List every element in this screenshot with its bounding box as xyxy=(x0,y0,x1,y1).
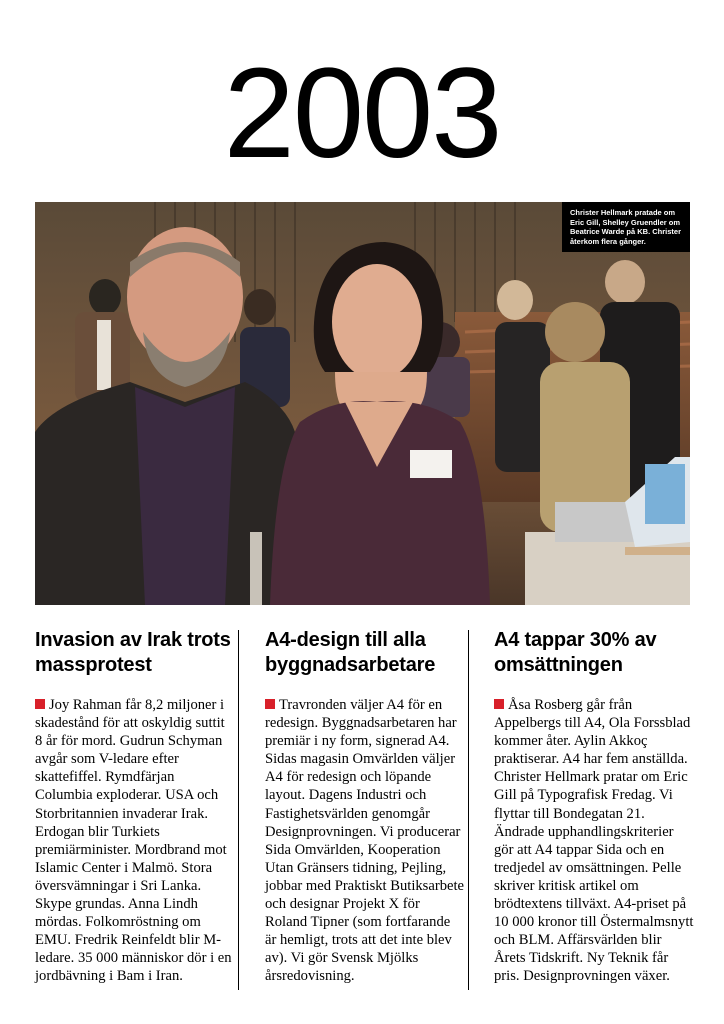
red-square-bullet-icon xyxy=(35,699,45,709)
column-2-text: Travronden väljer A4 för en redesign. Byggnadsarbetaren har premiär i ny form, signerad A4. Sidas magasin Omvärlden väljer A4 för redesign och löpande layout. Dagens Industri och Fastighetsvärlden genomgår Designprovningen. Vi producerar Sida Omvärlden, Kooperation Utan Gränsers tidning, Pejling, jobbar med Praktiskt Butiksarbete och designar Projekt X för Roland Tipner (som fortfarande är hemligt, trots att det inte blev av). Vi gör Svensk Mjölks årsredovisning. xyxy=(265,697,465,985)
photo-illustration xyxy=(35,202,690,605)
column-2-headline: A4-design till alla byggnadsarbetare xyxy=(265,629,436,676)
red-square-bullet-icon xyxy=(494,699,504,709)
column-1 xyxy=(35,628,235,986)
column-divider-2 xyxy=(468,630,469,990)
red-square-bullet-icon xyxy=(265,699,275,709)
column-2-body xyxy=(265,696,465,986)
column-2 xyxy=(265,628,465,986)
column-1-text: Joy Rahman får 8,2 miljoner i skadestånd för att oskyldig suttit 8 år för mord. Gudrun Schyman avgår som V-ledare efter skattefiffel. Rymdfärjan Columbia exploderar. USA och Storbritannien invaderar Irak. Erdogan blir Turkiets premiärminister. Mordbrand mot Islamic Center i Malmö. Stora översvämningar i Sri Lanka. Skype grundas. Anna Lindh mördas. Folkomröstning om EMU. Fredrik Reinfeldt blir M-ledare. 35 000 människor dör i en jordbävning i Bam i Iran. xyxy=(35,697,232,985)
column-3-headline: A4 tappar 30% av omsättningen xyxy=(494,629,657,676)
column-3-body xyxy=(494,696,694,986)
photo-caption: Christer Hellmark pratade om Eric Gill, Shelley Gruendler om Beatrice Warde på KB. Christer återkom flera gånger. xyxy=(562,202,690,252)
year-heading: 2003 xyxy=(223,42,501,185)
column-divider-1 xyxy=(238,630,239,990)
column-1-body xyxy=(35,696,235,986)
column-1-headline: Invasion av Irak trots massprotest xyxy=(35,629,231,676)
event-photo xyxy=(35,202,690,605)
column-3 xyxy=(494,628,694,986)
column-3-text: Åsa Rosberg går från Appelbergs till A4, Ola Forssblad kommer åter. Aylin Akkoç praktiserar. A4 har fem anställda. Christer Hellmark pratar om Eric Gill på Typografisk Fredag. Vi flyttar till Bondegatan 21. Ändrade upphandlingskriterier gör att A4 tappar Sida och en tredjedel av omsättningen. Pelle skriver kritisk artikel om brödtextens tillväxt. A4-priset på 10 000 kronor till Östermalmsnytt och BLM. Affärsvärlden blir Årets Tidskrift. Ny Teknik får pris. Designprovningen växer. xyxy=(494,697,694,985)
